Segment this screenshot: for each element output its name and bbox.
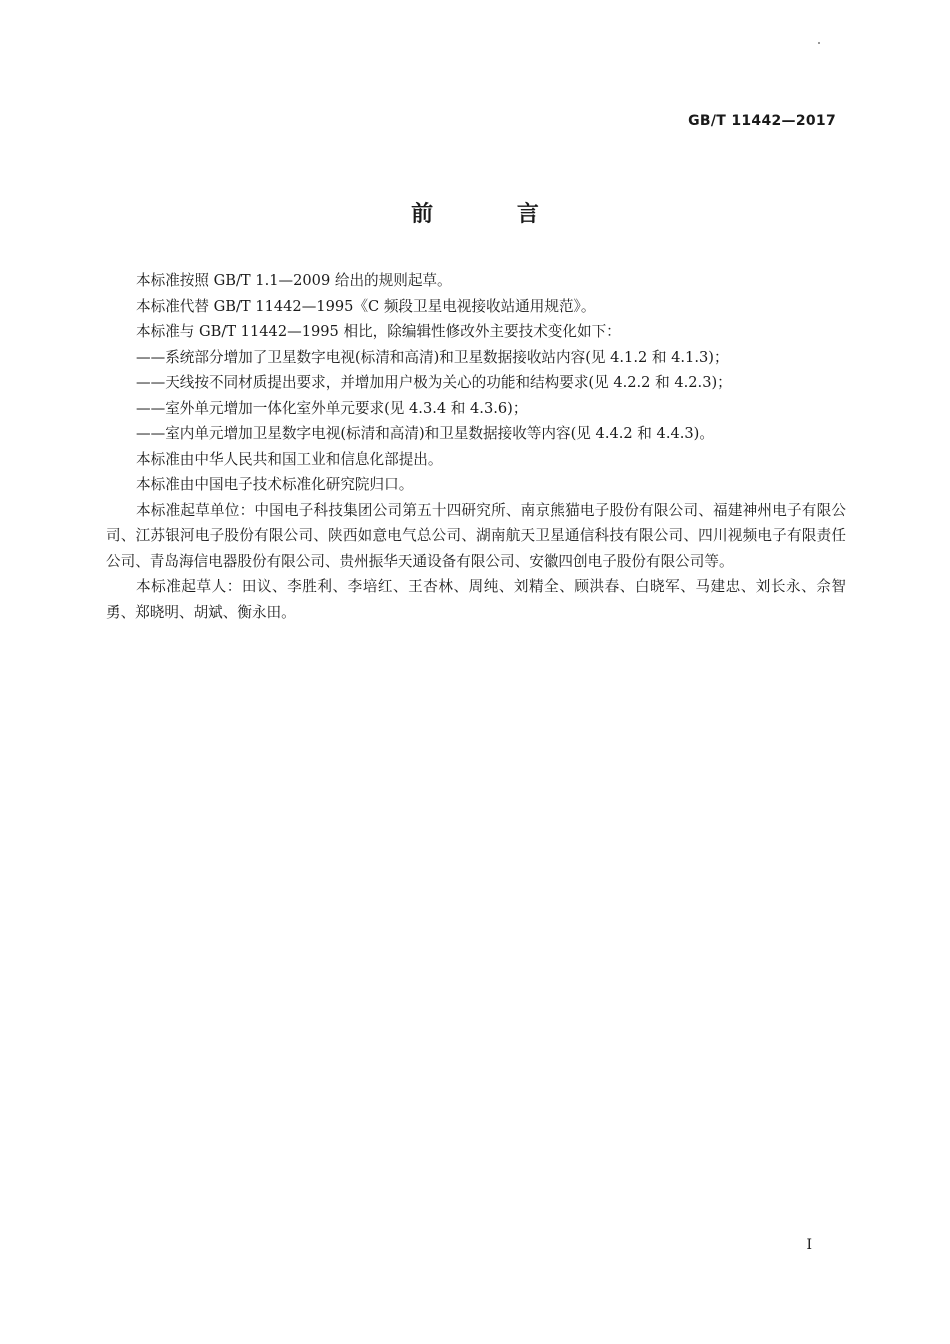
change-item: ——室内单元增加卫星数字电视(标清和高清)和卫星数据接收等内容(见 4.4.2 和 4.4.3)。 <box>136 425 714 442</box>
change-item: ——室外单元增加一体化室外单元要求(见 4.3.4 和 4.3.6)； <box>136 399 528 417</box>
paragraph-drafters: 本标准起草人：田议、李胜利、李培红、王杏林、周纯、刘精全、顾洪春、白晓军、马建忠、刘长永、佘智勇、郑晓明、胡斌、衡永田。 <box>106 578 846 621</box>
scan-speck <box>818 42 820 44</box>
foreword-body <box>106 268 846 625</box>
paragraph-administrator: 本标准由中国电子技术标准化研究院归口。 <box>136 476 414 493</box>
paragraph-replaces: 本标准代替 GB/T 11442—1995《C 频段卫星电视接收站通用规范》。 <box>136 297 596 315</box>
standard-code: GB/T 11442—2017 <box>688 113 836 129</box>
change-item: ——系统部分增加了卫星数字电视(标清和高清)和卫星数据接收站内容(见 4.1.2 和 4.1.3)； <box>136 348 729 366</box>
page-number: I <box>806 1237 812 1253</box>
paragraph-drafting-units: 本标准起草单位：中国电子科技集团公司第五十四研究所、南京熊猫电子股份有限公司、福建神州电子有限公司、江苏银河电子股份有限公司、陕西如意电气总公司、湖南航天卫星通信科技有限公司、四川视频电子有限责任公司、青岛海信电器股份有限公司、贵州振华天通设备有限公司、安徽四创电子股份有限公司等。 <box>106 501 846 570</box>
change-item: ——天线按不同材质提出要求，并增加用户极为关心的功能和结构要求(见 4.2.2 和 4.2.3)； <box>136 374 732 391</box>
page-title: 前 言 <box>411 202 577 227</box>
paragraph-proposer: 本标准由中华人民共和国工业和信息化部提出。 <box>136 450 443 468</box>
paragraph-changes-intro: 本标准与 GB/T 11442—1995 相比，除编辑性修改外主要技术变化如下： <box>136 323 621 340</box>
paragraph-drafting-rules: 本标准按照 GB/T 1.1—2009 给出的规则起草。 <box>136 272 452 289</box>
